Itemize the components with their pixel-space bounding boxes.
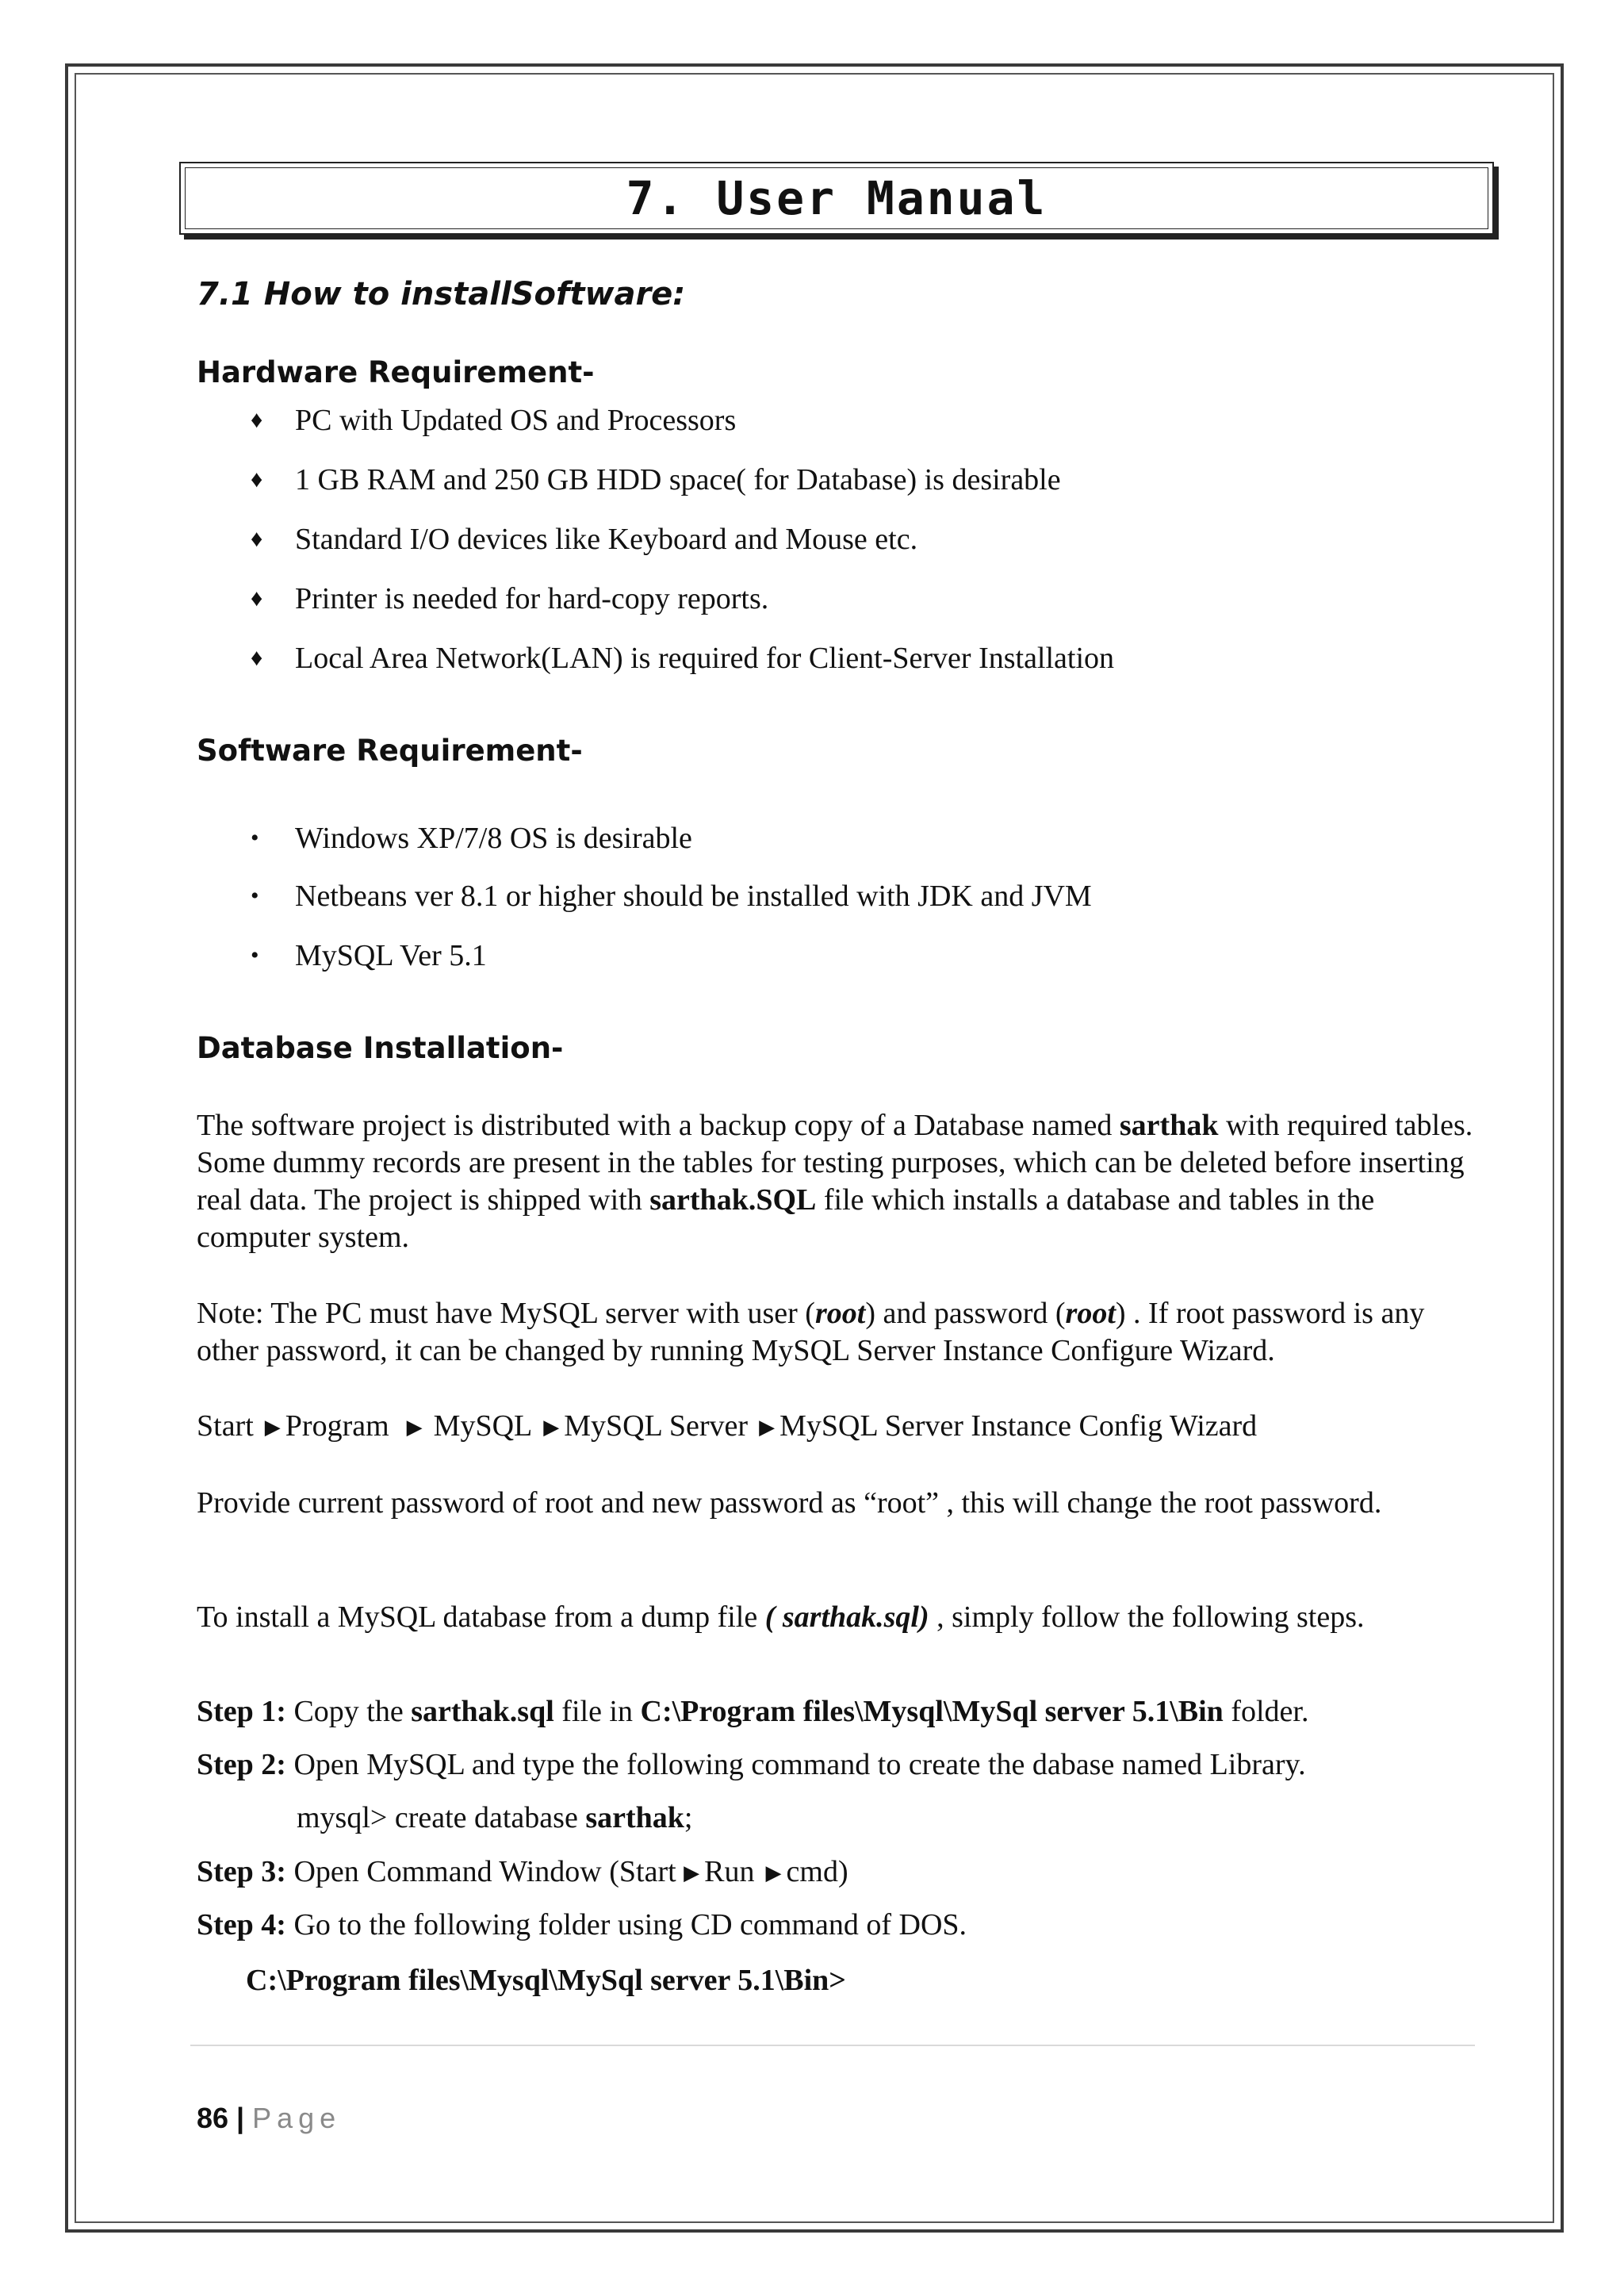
software-item-text: MySQL Ver 5.1 (295, 939, 487, 972)
hardware-item-text: Standard I/O devices like Keyboard and Mouse etc. (295, 523, 918, 556)
software-item (251, 879, 1092, 914)
dot-bullet-icon: • (251, 825, 259, 851)
page-footer: 86 | Page (197, 2102, 342, 2134)
chapter-title-box (179, 162, 1494, 235)
hardware-heading: Hardware Requirement- (197, 355, 595, 389)
path-program: Program (285, 1409, 389, 1443)
hardware-item (251, 462, 1061, 497)
step-2: Step 2: Open MySQL and type the following command to create the dabase named Library. (197, 1748, 1306, 1781)
path-mysql: MySQL (433, 1409, 533, 1443)
diamond-bullet-icon: ♦ (251, 645, 263, 671)
step-2-command: mysql> create database sarthak; (297, 1801, 693, 1834)
hardware-item (251, 581, 768, 616)
software-item (251, 938, 487, 973)
arrow-right-icon: ▶ (684, 1861, 700, 1884)
arrow-right-icon: ▶ (759, 1416, 776, 1439)
arrow-right-icon: ▶ (406, 1416, 423, 1439)
step-1: Step 1: Copy the sarthak.sql file in C:\Program files\Mysql\MySql server 5.1\Bin folder. (197, 1695, 1309, 1728)
diamond-bullet-icon: ♦ (251, 585, 263, 611)
step-4: Step 4: Go to the following folder using CD command of DOS. (197, 1908, 967, 1941)
path-mysql-server: MySQL Server (564, 1409, 749, 1443)
page-word: Page (252, 2102, 342, 2134)
path-start: Start (197, 1409, 254, 1443)
chapter-title: 7. User Manual (626, 171, 1048, 225)
arrow-right-icon: ▶ (264, 1416, 281, 1439)
hardware-item-text: Printer is needed for hard-copy reports. (295, 582, 769, 615)
section-heading: 7.1 How to installSoftware: (197, 276, 686, 312)
database-heading: Database Installation- (197, 1031, 564, 1065)
provide-paragraph: Provide current password of root and new password as “root” , this will change the root password. (197, 1486, 1382, 1520)
diamond-bullet-icon: ♦ (251, 466, 263, 493)
hardware-item (251, 641, 1114, 676)
step-3: Step 3: Open Command Window (Start ▶ Run ▶ cmd) (197, 1855, 848, 1888)
diamond-bullet-icon: ♦ (251, 526, 263, 552)
software-item-text: Windows XP/7/8 OS is desirable (295, 822, 692, 855)
arrow-right-icon: ▶ (543, 1416, 560, 1439)
software-item (251, 821, 692, 856)
dot-bullet-icon: • (251, 883, 259, 909)
hardware-item (251, 403, 736, 438)
software-item-text: Netbeans ver 8.1 or higher should be installed with JDK and JVM (295, 880, 1092, 913)
note-paragraph: Note: The PC must have MySQL server with user (root) and password (root) . If root password is any other password, it can be changed by running MySQL Server Instance Configure Wizard. (197, 1297, 1425, 1367)
menu-path (197, 1409, 1257, 1443)
diamond-bullet-icon: ♦ (251, 407, 263, 433)
step-4-path: C:\Program files\Mysql\MySql server 5.1\Bin> (246, 1964, 846, 1997)
arrow-right-icon: ▶ (765, 1861, 782, 1884)
hardware-item-text: PC with Updated OS and Processors (295, 404, 737, 437)
install-paragraph: To install a MySQL database from a dump file ( sarthak.sql) , simply follow the following steps. (197, 1600, 1365, 1634)
hardware-item-text: 1 GB RAM and 250 GB HDD space( for Database) is desirable (295, 463, 1061, 496)
hardware-item (251, 522, 917, 557)
software-heading: Software Requirement- (197, 734, 583, 768)
dot-bullet-icon: • (251, 942, 259, 968)
footer-divider (190, 2045, 1475, 2046)
database-paragraph: The software project is distributed with a backup copy of a Database named sarthak with required tables. Some dummy records are present in the tables for testing purposes, which can be deleted before inserting real data. The project is shipped with sarthak.SQL file which installs a database and tables in the computer system. (197, 1109, 1473, 1254)
page-number: 86 (197, 2102, 229, 2134)
hardware-item-text: Local Area Network(LAN) is required for Client-Server Installation (295, 642, 1115, 675)
path-config-wizard: MySQL Server Instance Config Wizard (779, 1409, 1258, 1443)
